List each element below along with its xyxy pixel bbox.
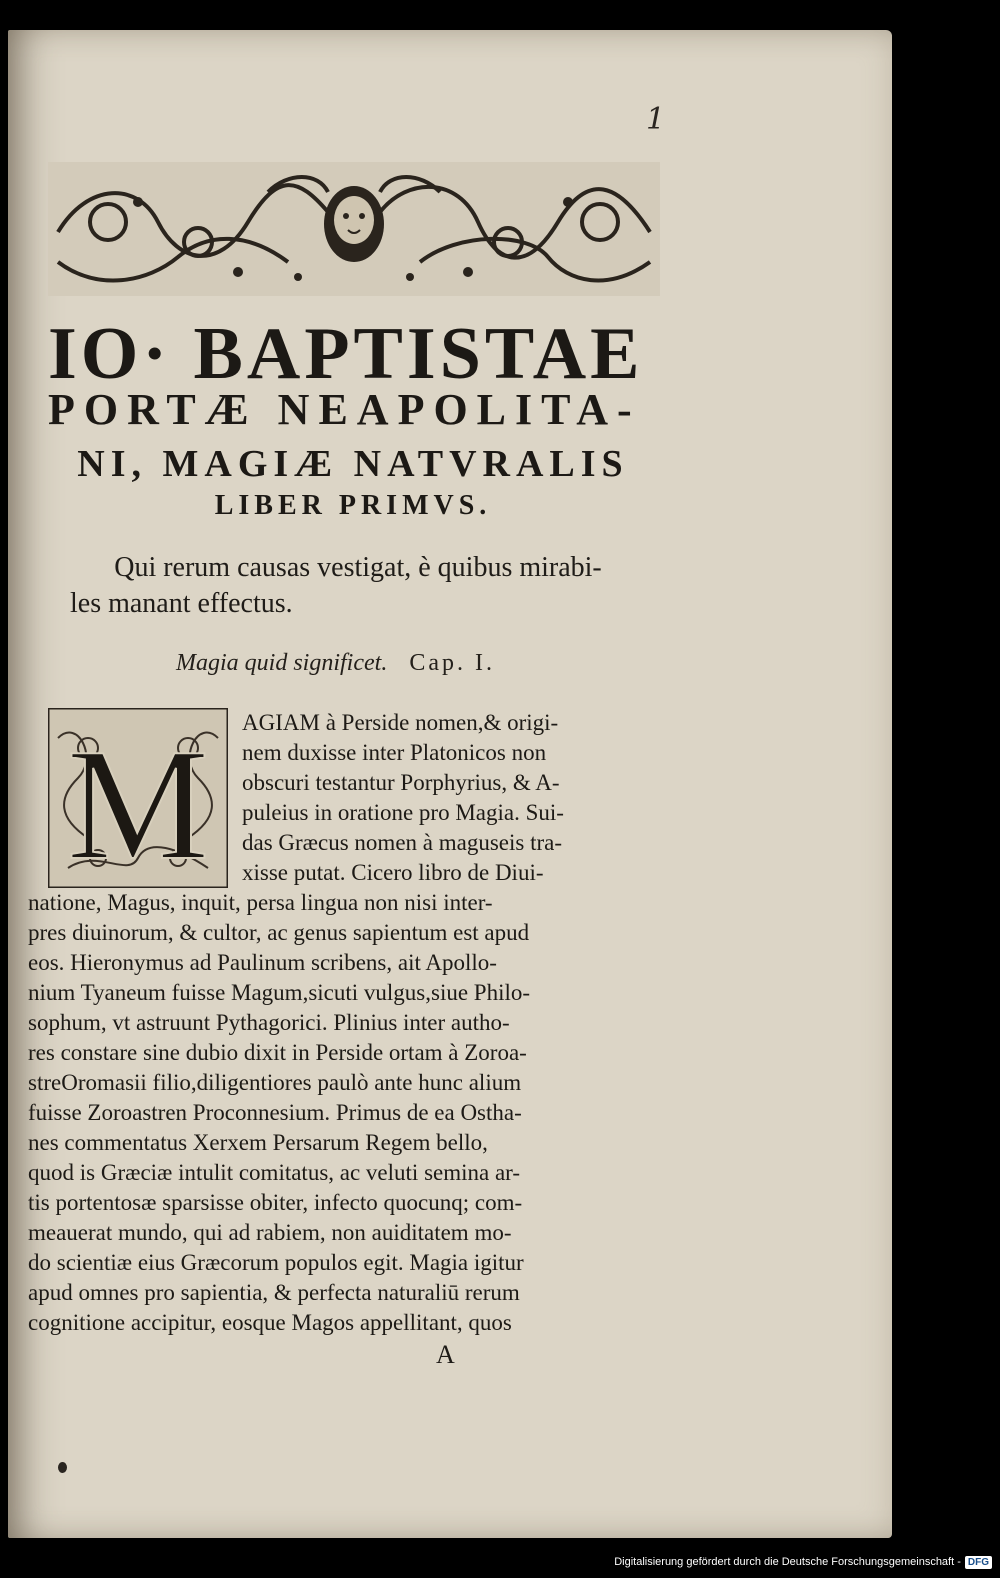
ornamental-headpiece [48, 162, 660, 296]
body-line-5: das Græcus nomen à maguseis tra- [242, 830, 563, 855]
body-line-2: nem duxisse inter Platonicos non [242, 740, 547, 765]
subtitle-line-2: les manant effectus. [70, 588, 293, 619]
body-line-4: puleius in oratione pro Magia. Sui- [242, 800, 564, 825]
body-line-16: quod is Græciæ intulit comitatus, ac veluti semina ar- [28, 1160, 521, 1185]
body-line-18: meauerat mundo, qui ad rabiem, non auiditatem mo- [28, 1220, 512, 1245]
body-line-1: AGIAM à Perside nomen,& origi- [242, 710, 559, 735]
digitization-footer [600, 1552, 992, 1572]
ink-speck [58, 1462, 67, 1473]
body-line-13: streOromasii filio,diligentiores paulò ante hunc alium [28, 1070, 522, 1095]
page-number: 1 [646, 102, 666, 137]
chapter-label: Cap. I. [409, 650, 495, 676]
initial-letter: M [66, 715, 210, 888]
body-line-6: xisse putat. Cicero libro de Diui- [242, 860, 544, 885]
body-line-9: eos. Hieronymus ad Paulinum scribens, ait Apollo- [28, 950, 497, 975]
body-line-11: sophum, vt astruunt Pythagorici. Plinius inter autho- [28, 1010, 510, 1035]
subtitle-line-1: Qui rerum causas vestigat, è quibus mirabi- [114, 552, 602, 583]
decorated-initial [48, 708, 228, 888]
body-line-3: obscuri testantur Porphyrius, & A- [242, 770, 560, 795]
body-line-15: nes commentatus Xerxem Persarum Regem bello, [28, 1130, 488, 1155]
chapter-title: Magia quid significet. [176, 650, 388, 676]
body-line-20: apud omnes pro sapientia, & perfecta naturaliū rerum [28, 1280, 520, 1305]
body-line-12: res constare sine dubio dixit in Perside ortam à Zoroa- [28, 1040, 527, 1065]
title-line-4: LIBER PRIMVS. [214, 490, 492, 521]
book-page [8, 30, 892, 1538]
body-line-21: cognitione accipitur, eosque Magos appellitant, quos [28, 1310, 512, 1335]
body-line-8: pres diuinorum, & cultor, ac genus sapientum est apud [28, 920, 530, 945]
title-line-3: NI, MAGIÆ NATVRALIS [77, 443, 629, 485]
chapter-heading [176, 650, 495, 677]
body-line-7: natione, Magus, inquit, persa lingua non nisi inter- [28, 890, 493, 915]
subtitle [68, 550, 648, 622]
body-line-17: tis portentosæ sparsisse obiter, infecto quocunq; com- [28, 1190, 523, 1215]
signature-catchword: A [436, 1340, 455, 1369]
body-line-19: do scientiæ eius Græcorum populos egit. Magia igitur [28, 1250, 524, 1275]
title-line-1: IO· BAPTISTAE [48, 313, 644, 395]
body-line-10: nium Tyaneum fuisse Magum,sicuti vulgus,siue Philo- [28, 980, 531, 1005]
body-line-14: fuisse Zoroastren Proconnesium. Primus de ea Ostha- [28, 1100, 522, 1125]
title-line-2: PORTÆ NEAPOLITA- [48, 385, 641, 434]
footer-text: Digitalisierung gefördert durch die Deutsche Forschungsgemeinschaft - [614, 1556, 961, 1568]
dfg-logo: DFG [965, 1556, 992, 1569]
